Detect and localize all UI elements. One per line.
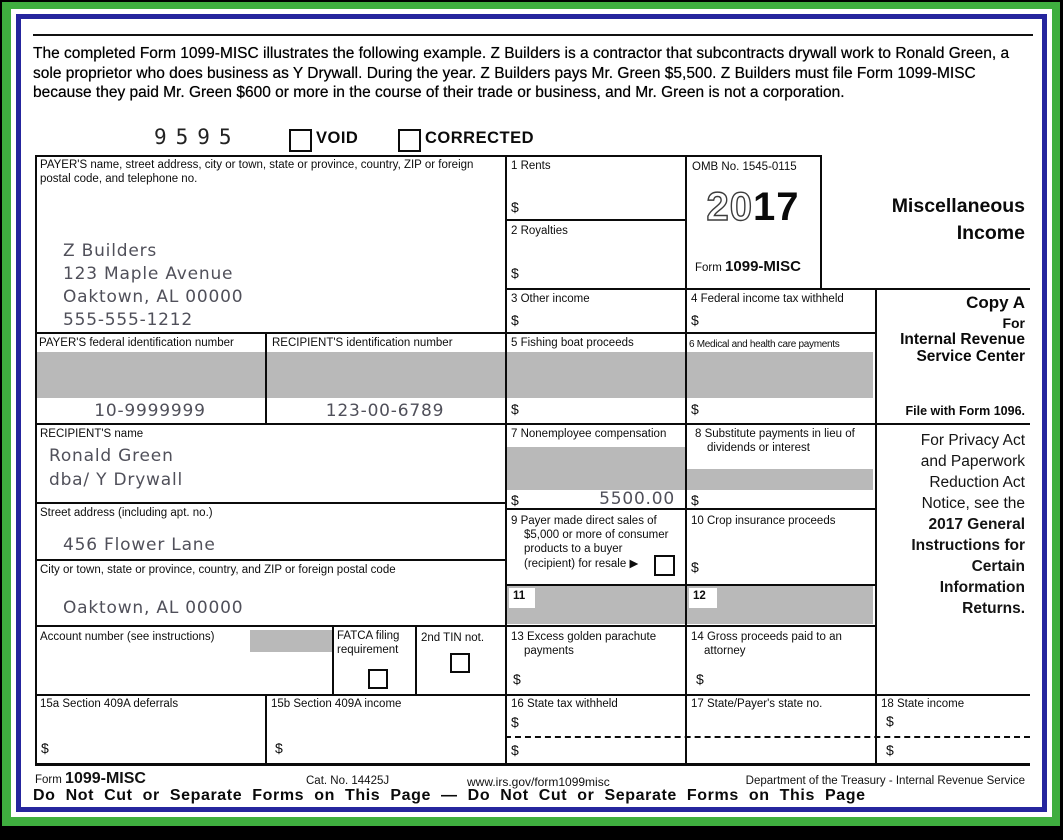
privacy-line-bold: 2017 General — [928, 516, 1025, 533]
grid-line — [505, 219, 687, 221]
omb-form-number — [695, 260, 801, 276]
payer-id-label: PAYER'S federal identification number — [39, 337, 234, 349]
footer-cat-number: Cat. No. 14425J — [306, 775, 390, 787]
box12-label: 12 — [693, 590, 706, 602]
box15a-dollar: $ — [41, 740, 49, 756]
privacy-line: and Paperwork — [920, 453, 1025, 470]
box13-dollar: $ — [513, 671, 521, 687]
box18-dollar-bottom: $ — [886, 742, 894, 758]
privacy-line-bold: Information — [939, 579, 1025, 596]
box1-label: 1 Rents — [511, 160, 551, 172]
box7-label: 7 Nonemployee compensation — [511, 428, 667, 440]
box9-label-line4: (recipient) for resale ▶ — [524, 558, 639, 570]
tax-year-suffix: 17 — [753, 185, 800, 229]
copy-for-label: For — [1002, 315, 1025, 331]
grid-line — [35, 332, 877, 334]
box16-label: 16 State tax withheld — [511, 698, 618, 710]
grid-line — [35, 502, 507, 504]
box14-dollar: $ — [696, 671, 704, 687]
box7-amount-value[interactable]: 5500.00 — [599, 489, 675, 509]
grid-line — [332, 625, 334, 696]
void-label: VOID — [316, 129, 359, 147]
footer-form-number: 1099-MISC — [65, 770, 146, 787]
box16-dollar-top: $ — [511, 714, 519, 730]
omb-number: OMB No. 1545-0115 — [692, 161, 797, 173]
box8-label-line2: dividends or interest — [707, 442, 810, 454]
box8-label-line1: 8 Substitute payments in lieu of — [695, 428, 855, 440]
second-tin-checkbox[interactable] — [450, 653, 470, 673]
grid-line — [35, 559, 507, 561]
intro-paragraph: The completed Form 1099-MISC illustrates the following example. Z Builders is a contractor that subcontracts drywall work to Ronald Green, a sole proprietor who does business as Y Drywall. During the year. Z Builders pays Mr. Green $5,500. Z Builders must file Form 1099-MISC because they paid Mr. Green $600 or more in the course of their trade or business, and Mr. Green is not a corporation. — [33, 45, 1010, 101]
box10-label: 10 Crop insurance proceeds — [691, 515, 836, 527]
payer-street-value[interactable]: 123 Maple Avenue — [63, 264, 234, 284]
form-grid — [35, 155, 1030, 766]
payer-name-value[interactable]: Z Builders — [63, 241, 158, 261]
do-not-cut-banner: Do Not Cut or Separate Forms on This Page — Do Not Cut or Separate Forms on This Page — [33, 787, 866, 804]
street-address-label: Street address (including apt. no.) — [40, 507, 213, 519]
corrected-label: CORRECTED — [425, 129, 535, 147]
payer-city-value[interactable]: Oaktown, AL 00000 — [63, 287, 244, 307]
account-number-label: Account number (see instructions) — [40, 631, 215, 643]
box9-label-line2: $5,000 or more of consumer — [524, 529, 669, 541]
copy-a-label: Copy A — [966, 293, 1025, 312]
form-title — [823, 193, 1025, 247]
fatca-label: FATCA filing requirement — [337, 630, 400, 656]
corrected-checkbox[interactable] — [398, 129, 421, 152]
grid-line — [505, 584, 877, 586]
privacy-line: Notice, see the — [921, 495, 1025, 512]
privacy-line-bold: Certain — [971, 558, 1025, 575]
box14-label: 14 Gross proceeds paid to an attorney — [691, 631, 842, 657]
box16-dollar-bottom: $ — [511, 742, 519, 758]
payer-info-label: PAYER'S name, street address, city or town, state or province, country, ZIP or foreign postal code, and telephone no. — [40, 159, 474, 185]
box13-label: 13 Excess golden parachute payments — [511, 631, 657, 657]
box4-label: 4 Federal income tax withheld — [691, 293, 844, 305]
recipient-id-label: RECIPIENT'S identification number — [272, 337, 453, 349]
shaded-area-id-row — [37, 352, 873, 398]
box7-dollar: $ — [511, 492, 519, 508]
copy-irs-line2: Service Center — [916, 348, 1025, 365]
footer-department: Department of the Treasury - Internal Revenue Service — [745, 775, 1025, 787]
recipient-dba-value[interactable]: dba/ Y Drywall — [49, 470, 184, 490]
grid-line — [35, 423, 1030, 425]
box5-label: 5 Fishing boat proceeds — [511, 337, 634, 349]
grid-line — [35, 763, 1030, 766]
box15b-dollar: $ — [275, 740, 283, 756]
box3-dollar: $ — [511, 312, 519, 328]
form-number: 1099-MISC — [725, 258, 801, 275]
grid-line — [685, 155, 687, 766]
box2-label: 2 Royalties — [511, 225, 568, 237]
payer-id-value[interactable]: 10-9999999 — [94, 401, 206, 421]
grid-line — [820, 155, 822, 290]
payer-phone-value[interactable]: 555-555-1212 — [63, 310, 194, 330]
direct-sales-checkbox[interactable] — [654, 555, 675, 576]
box9-label-line1: 9 Payer made direct sales of — [511, 515, 657, 527]
box1-dollar: $ — [511, 199, 519, 215]
box15b-label: 15b Section 409A income — [271, 698, 402, 710]
grid-line — [35, 155, 822, 157]
box3-label: 3 Other income — [511, 293, 590, 305]
recipient-name-value[interactable]: Ronald Green — [49, 446, 174, 466]
shaded-area-account — [250, 630, 332, 652]
box2-dollar: $ — [511, 265, 519, 281]
privacy-line-bold: Returns. — [962, 600, 1025, 617]
box5-dollar: $ — [511, 401, 519, 417]
form-page — [21, 19, 1042, 807]
second-tin-label: 2nd TIN not. — [421, 632, 485, 644]
box8-dollar: $ — [691, 492, 699, 508]
grid-line — [505, 288, 1030, 290]
city-value[interactable]: Oaktown, AL 00000 — [63, 598, 244, 618]
form-code: 9595 — [154, 125, 241, 149]
grid-line — [265, 694, 267, 766]
privacy-line: For Privacy Act — [920, 432, 1025, 449]
grid-line — [35, 155, 37, 766]
state-row-dashed-line — [505, 736, 1030, 738]
file-with-label: File with Form 1096. — [905, 404, 1025, 418]
grid-line — [35, 625, 877, 627]
footer-form-word: Form — [35, 774, 62, 786]
box4-dollar: $ — [691, 312, 699, 328]
tax-year-prefix: 20 — [706, 185, 753, 229]
box15a-label: 15a Section 409A deferrals — [40, 698, 179, 710]
top-divider — [33, 34, 1033, 36]
privacy-line: Reduction Act — [929, 474, 1025, 491]
void-checkbox[interactable] — [289, 129, 312, 152]
form-title-line1: Miscellaneous — [891, 195, 1025, 217]
tax-year — [687, 185, 819, 230]
box17-label: 17 State/Payer's state no. — [691, 698, 823, 710]
box9-label-line3: products to a buyer — [524, 543, 623, 555]
form-title-line2: Income — [956, 222, 1025, 244]
grid-line — [505, 155, 507, 766]
footer-irs-url[interactable]: www.irs.gov/form1099misc — [467, 775, 610, 789]
footer-form-id — [35, 770, 146, 788]
box10-dollar: $ — [691, 559, 699, 575]
recipient-name-label: RECIPIENT'S name — [40, 428, 144, 440]
form-word: Form — [695, 262, 722, 274]
street-address-value[interactable]: 456 Flower Lane — [63, 535, 216, 555]
fatca-checkbox[interactable] — [368, 669, 388, 689]
grid-line — [415, 625, 417, 696]
copy-irs-line1: Internal Revenue — [900, 331, 1025, 348]
box18-dollar-top: $ — [886, 713, 894, 729]
box18-label: 18 State income — [881, 698, 965, 710]
box6-label: 6 Medical and health care payments — [689, 339, 840, 350]
recipient-id-value[interactable]: 123-00-6789 — [325, 401, 445, 421]
box11-label: 11 — [513, 590, 526, 602]
privacy-line-bold: Instructions for — [911, 537, 1025, 554]
city-label: City or town, state or province, country, and ZIP or foreign postal code — [40, 564, 396, 576]
grid-line — [35, 694, 1030, 696]
box6-dollar: $ — [691, 401, 699, 417]
